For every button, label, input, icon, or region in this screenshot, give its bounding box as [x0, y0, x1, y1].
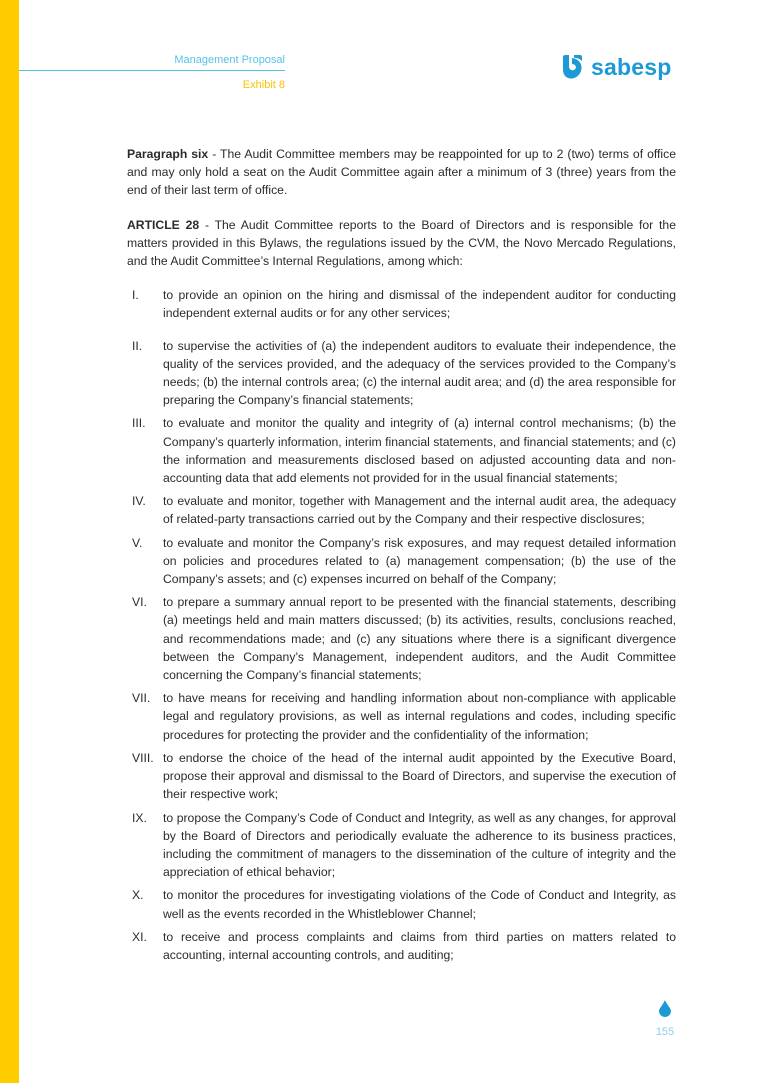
list-item: [127, 689, 676, 744]
list-item-text: to evaluate and monitor the Company’s risk exposures, and may request detailed information on policies and procedures related to (a) management compensation; (b) the use of the Company’s assets; and (c) expenses incurred on behalf of the Company;: [163, 535, 676, 587]
list-item-number: V.: [132, 535, 143, 550]
list-item-text: to prepare a summary annual report to be presented with the financial statements, describing (a) meetings held and main matters discussed; (b) its activities, results, conclusions reached, and recommendations made; and (c) any situations where there is a significant divergence between the Company’s Management, independent auditors, and the Audit Committee concerning the Company’s financial statements;: [163, 595, 676, 683]
list-item-text: to provide an opinion on the hiring and dismissal of the independent auditor for conducting independent external audits or for any other services;: [163, 288, 676, 321]
list-item-number: IV.: [132, 494, 146, 509]
article-28-list: [127, 286, 676, 964]
document-body: [127, 145, 676, 969]
paragraph-six-lead: Paragraph six: [127, 147, 209, 161]
list-item-text: to evaluate and monitor the quality and integrity of (a) internal control mechanisms; (b) the Company’s quarterly information, interim financial statements, and financial statements; and (c) the information and measurements disclosed based on adjusted accounting data and non-accounting data that add elements not provided for in the usual financial statements;: [163, 416, 676, 486]
list-item: [127, 749, 676, 804]
sabesp-logo-icon: [559, 54, 585, 80]
page-number: 155: [655, 1026, 675, 1038]
article-28: [127, 216, 676, 271]
paragraph-six-text: - The Audit Committee members may be reappointed for up to 2 (two) terms of office and may only hold a seat on the Audit Committee again after a minimum of 3 (three) years from the end of their last term of office.: [127, 147, 676, 198]
header-rule: [19, 70, 285, 71]
list-item: [127, 286, 676, 322]
list-item-number: IX.: [132, 810, 147, 825]
logo-wordmark: sabesp: [591, 53, 672, 80]
list-item: [127, 928, 676, 964]
paragraph-six: [127, 145, 676, 200]
list-item: [127, 534, 676, 589]
list-item-text: to supervise the activities of (a) the independent auditors to evaluate their independence, the quality of the services provided, and the adequacy of the services provided to the Company’s needs; (b) the internal controls area; (c) the internal audit area; and (d) the area responsible for preparing the Company’s financial statements;: [163, 338, 676, 408]
sabesp-logo: [559, 52, 681, 82]
list-item-number: III.: [132, 416, 146, 431]
list-item-number: VIII.: [132, 750, 154, 765]
water-drop-icon: [659, 1000, 671, 1017]
list-item-text: to monitor the procedures for investigating violations of the Code of Conduct and Integrity, as well as the events recorded in the Whistleblower Channel;: [163, 888, 676, 921]
article-28-text: - The Audit Committee reports to the Board of Directors and is responsible for the matters provided in this Bylaws, the regulations issued by the CVM, the Novo Mercado Regulations, and the Audit Committee’s Internal Regulations, among which:: [127, 217, 676, 269]
list-item: [127, 886, 676, 922]
list-item: [127, 593, 676, 684]
list-item: [127, 809, 676, 882]
list-item-text: to receive and process complaints and claims from third parties on matters related to accounting, internal accounting controls, and auditing;: [163, 929, 676, 962]
list-item: [127, 337, 676, 410]
list-item-number: VI.: [132, 595, 147, 610]
header-title: Management Proposal: [174, 54, 285, 66]
list-item-number: X.: [132, 888, 144, 903]
list-item-number: I.: [132, 288, 139, 303]
list-item-text: to endorse the choice of the head of the internal audit appointed by the Executive Board, propose their approval and dismissal to the Board of Directors, and supervise the execution of their respective work;: [163, 750, 676, 802]
side-accent-bar: [0, 0, 19, 1083]
list-item-number: XI.: [132, 929, 147, 944]
article-28-lead: ARTICLE 28: [127, 217, 200, 232]
list-item-text: to evaluate and monitor, together with Management and the internal audit area, the adequacy of related-party transactions carried out by the Company and their respective disclosures;: [163, 494, 676, 527]
header-exhibit: Exhibit 8: [242, 79, 285, 91]
list-item-number: VII.: [132, 691, 151, 706]
list-item-text: to have means for receiving and handling information about non-compliance with applicable legal and regulatory provisions, as well as internal regulations and codes, including specific procedures for protecting the provider and the confidentiality of the information;: [163, 691, 676, 742]
list-item: [127, 414, 676, 487]
list-item-text: to propose the Company’s Code of Conduct and Integrity, as well as any changes, for approval by the Board of Directors and periodically evaluate the adherence to its business practices, including the commitment of managers to the dissemination of the culture of integrity and the appreciation of ethical behavior;: [163, 810, 676, 880]
list-item: [127, 492, 676, 528]
list-item-number: II.: [132, 338, 143, 353]
